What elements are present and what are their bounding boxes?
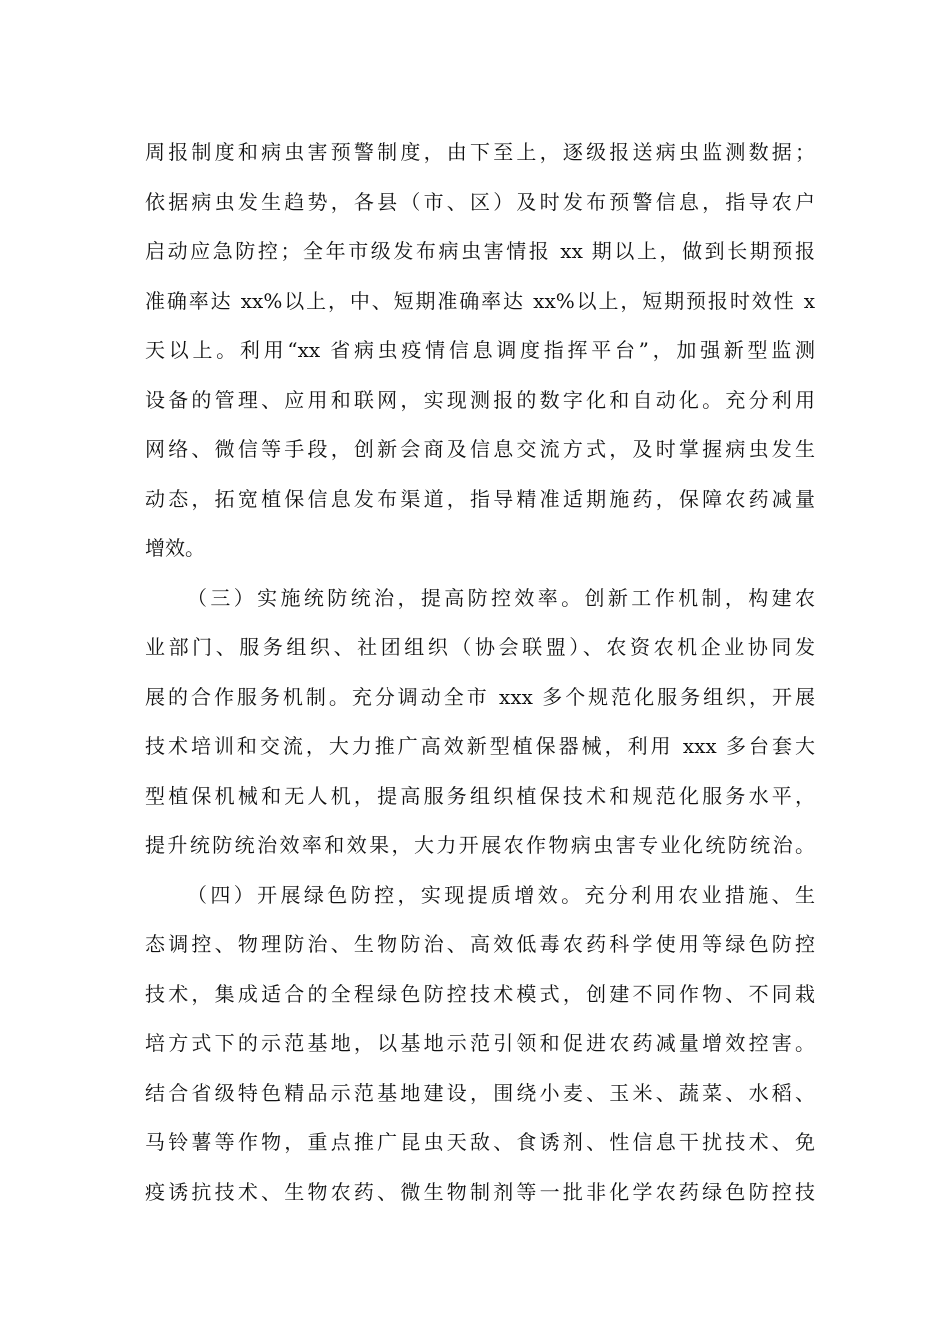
text-line: 型植保机械和无人机，提高服务组织植保技术和规范化服务水平， bbox=[145, 783, 815, 808]
text-line: 网络、微信等手段，创新会商及信息交流方式，及时掌握病虫发生 bbox=[145, 437, 815, 461]
text-line: 动态，拓宽植保信息发布渠道，指导精准适期施药，保障农药减量 bbox=[145, 486, 815, 511]
text-line: 启动应急防控；全年市级发布病虫害情报 xx 期以上，做到长期预报 bbox=[145, 239, 815, 263]
text-line: 业部门、服务组织、社团组织（协会联盟）、农资农机企业协同发 bbox=[145, 635, 815, 659]
text-line: 准确率达 xx%以上，中、短期准确率达 xx%以上，短期预报时效性 x bbox=[145, 288, 815, 313]
text-line: 疫诱抗技术、生物农药、微生物制剂等一批非化学农药绿色防控技 bbox=[145, 1179, 815, 1204]
text-line: 马铃薯等作物，重点推广昆虫天敌、食诱剂、性信息干扰技术、免 bbox=[145, 1130, 815, 1154]
text-line: 依据病虫发生趋势，各县（市、区）及时发布预警信息，指导农户 bbox=[145, 189, 815, 214]
text-line: 提升统防统治效率和效果，大力开展农作物病虫害专业化统防统治。 bbox=[145, 833, 815, 857]
text-line: 态调控、物理防治、生物防治、高效低毒农药科学使用等绿色防控 bbox=[145, 932, 815, 956]
text-line: 培方式下的示范基地，以基地示范引领和促进农药减量增效控害。 bbox=[145, 1031, 815, 1055]
text-line: 技术培训和交流，大力推广高效新型植保器械，利用 xxx 多台套大 bbox=[145, 734, 815, 758]
text-line: 天以上。利用“xx 省病虫疫情信息调度指挥平台”，加强新型监测 bbox=[145, 338, 815, 362]
section-heading-line: （四）开展绿色防控，实现提质增效。充分利用农业措施、生 bbox=[187, 882, 815, 907]
text-line: 周报制度和病虫害预警制度，由下至上，逐级报送病虫监测数据； bbox=[145, 140, 815, 164]
text-line: 结合省级特色精品示范基地建设，围绕小麦、玉米、蔬菜、水稻、 bbox=[145, 1080, 815, 1105]
text-line: 技术，集成适合的全程绿色防控技术模式，创建不同作物、不同栽 bbox=[145, 981, 815, 1006]
document-body bbox=[145, 128, 815, 1217]
text-line: 展的合作服务机制。充分调动全市 xxx 多个规范化服务组织，开展 bbox=[145, 684, 815, 709]
text-line: 增效。 bbox=[145, 536, 205, 560]
section-heading-line: （三）实施统防统治，提高防控效率。创新工作机制，构建农 bbox=[187, 585, 815, 610]
text-line: 设备的管理、应用和联网，实现测报的数字化和自动化。充分利用 bbox=[145, 387, 815, 412]
